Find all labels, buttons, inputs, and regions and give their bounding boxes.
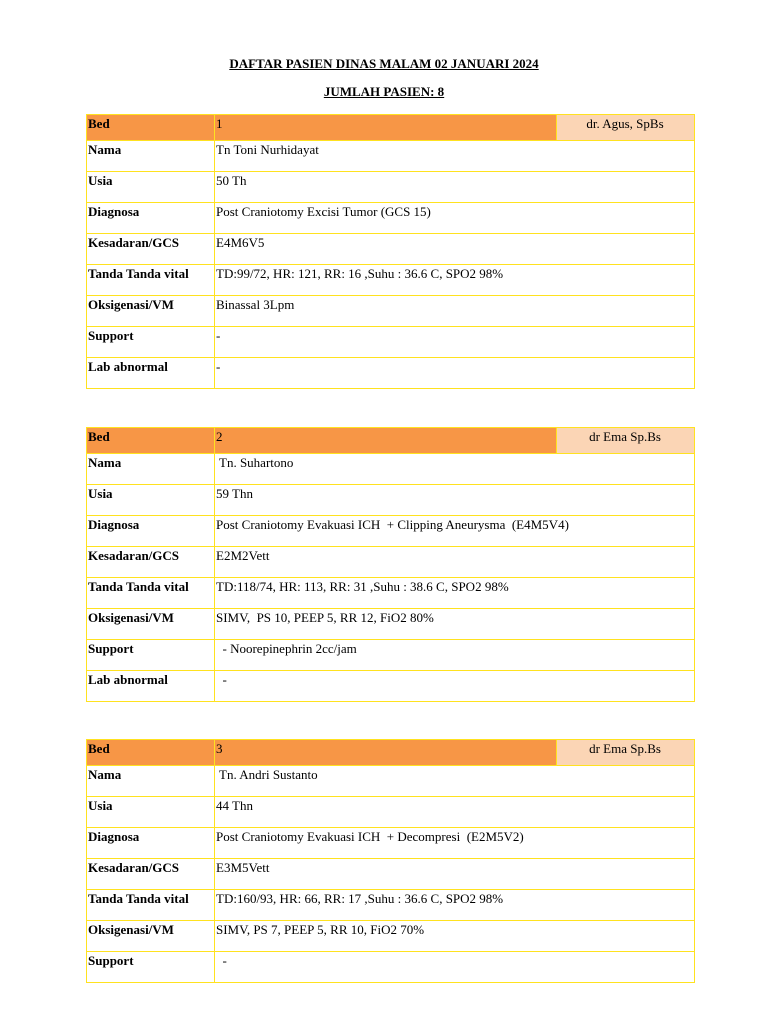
diagnosa-value: Post Craniotomy Evakuasi ICH + Clipping Aneurysma (E4M5V4) [215,516,695,547]
table-row [87,172,695,203]
table-row [87,485,695,516]
kesadaran-value: E4M6V5 [215,234,695,265]
page-title: DAFTAR PASIEN DINAS MALAM 02 JANUARI 2024 [229,56,539,71]
oksigenasi-value: Binassal 3Lpm [215,296,695,327]
table-row [87,454,695,485]
patient-table-2 [86,427,695,702]
table-row [87,766,695,797]
doctor-name: dr Ema Sp.Bs [557,740,695,766]
usia-label: Usia [87,485,215,516]
nama-label: Nama [87,766,215,797]
nama-label: Nama [87,141,215,172]
table-row [87,547,695,578]
table-row [87,797,695,828]
lab-label: Lab abnormal [87,358,215,389]
ttv-label: Tanda Tanda vital [87,578,215,609]
diagnosa-label: Diagnosa [87,828,215,859]
support-label: Support [87,327,215,358]
lab-value: - [215,671,695,702]
diagnosa-value: Post Craniotomy Excisi Tumor (GCS 15) [215,203,695,234]
table-row [87,671,695,702]
table-row [87,578,695,609]
patient-table-1 [86,114,695,389]
oksigenasi-label: Oksigenasi/VM [87,609,215,640]
doctor-name: dr. Agus, SpBs [557,115,695,141]
table-row [87,516,695,547]
table-row [87,859,695,890]
nama-value: Tn. Andri Sustanto [215,766,695,797]
ttv-label: Tanda Tanda vital [87,265,215,296]
patient-count: JUMLAH PASIEN: 8 [323,84,445,99]
table-row [87,358,695,389]
kesadaran-value: E2M2Vett [215,547,695,578]
ttv-value: TD:99/72, HR: 121, RR: 16 ,Suhu : 36.6 C, SPO2 98% [215,265,695,296]
usia-value: 44 Thn [215,797,695,828]
nama-value: Tn. Suhartono [215,454,695,485]
ttv-label: Tanda Tanda vital [87,890,215,921]
kesadaran-label: Kesadaran/GCS [87,234,215,265]
diagnosa-label: Diagnosa [87,516,215,547]
oksigenasi-value: SIMV, PS 10, PEEP 5, RR 12, FiO2 80% [215,609,695,640]
doctor-name: dr Ema Sp.Bs [557,428,695,454]
table-row [87,890,695,921]
table-row [87,234,695,265]
patient-table-3 [86,739,695,983]
table-row [87,327,695,358]
nama-label: Nama [87,454,215,485]
table-row [87,296,695,327]
usia-label: Usia [87,172,215,203]
ttv-value: TD:118/74, HR: 113, RR: 31 ,Suhu : 38.6 C, SPO2 98% [215,578,695,609]
table-row [87,141,695,172]
table-header-row [87,740,695,766]
support-value: - [215,952,695,983]
table-row [87,203,695,234]
oksigenasi-label: Oksigenasi/VM [87,921,215,952]
table-row [87,640,695,671]
kesadaran-label: Kesadaran/GCS [87,859,215,890]
bed-label: Bed [87,740,215,766]
lab-label: Lab abnormal [87,671,215,702]
bed-number: 1 [215,115,557,141]
support-label: Support [87,952,215,983]
bed-label: Bed [87,115,215,141]
support-value: - Noorepinephrin 2cc/jam [215,640,695,671]
nama-value: Tn Toni Nurhidayat [215,141,695,172]
table-header-row [87,115,695,141]
table-row [87,952,695,983]
table-row [87,921,695,952]
oksigenasi-label: Oksigenasi/VM [87,296,215,327]
usia-label: Usia [87,797,215,828]
bed-label: Bed [87,428,215,454]
oksigenasi-value: SIMV, PS 7, PEEP 5, RR 10, FiO2 70% [215,921,695,952]
bed-number: 3 [215,740,557,766]
table-row [87,828,695,859]
table-row [87,265,695,296]
ttv-value: TD:160/93, HR: 66, RR: 17 ,Suhu : 36.6 C, SPO2 98% [215,890,695,921]
kesadaran-label: Kesadaran/GCS [87,547,215,578]
table-row [87,609,695,640]
usia-value: 50 Th [215,172,695,203]
support-label: Support [87,640,215,671]
diagnosa-label: Diagnosa [87,203,215,234]
usia-value: 59 Thn [215,485,695,516]
diagnosa-value: Post Craniotomy Evakuasi ICH + Decompresi (E2M5V2) [215,828,695,859]
support-value: - [215,327,695,358]
kesadaran-value: E3M5Vett [215,859,695,890]
lab-value: - [215,358,695,389]
table-header-row [87,428,695,454]
bed-number: 2 [215,428,557,454]
